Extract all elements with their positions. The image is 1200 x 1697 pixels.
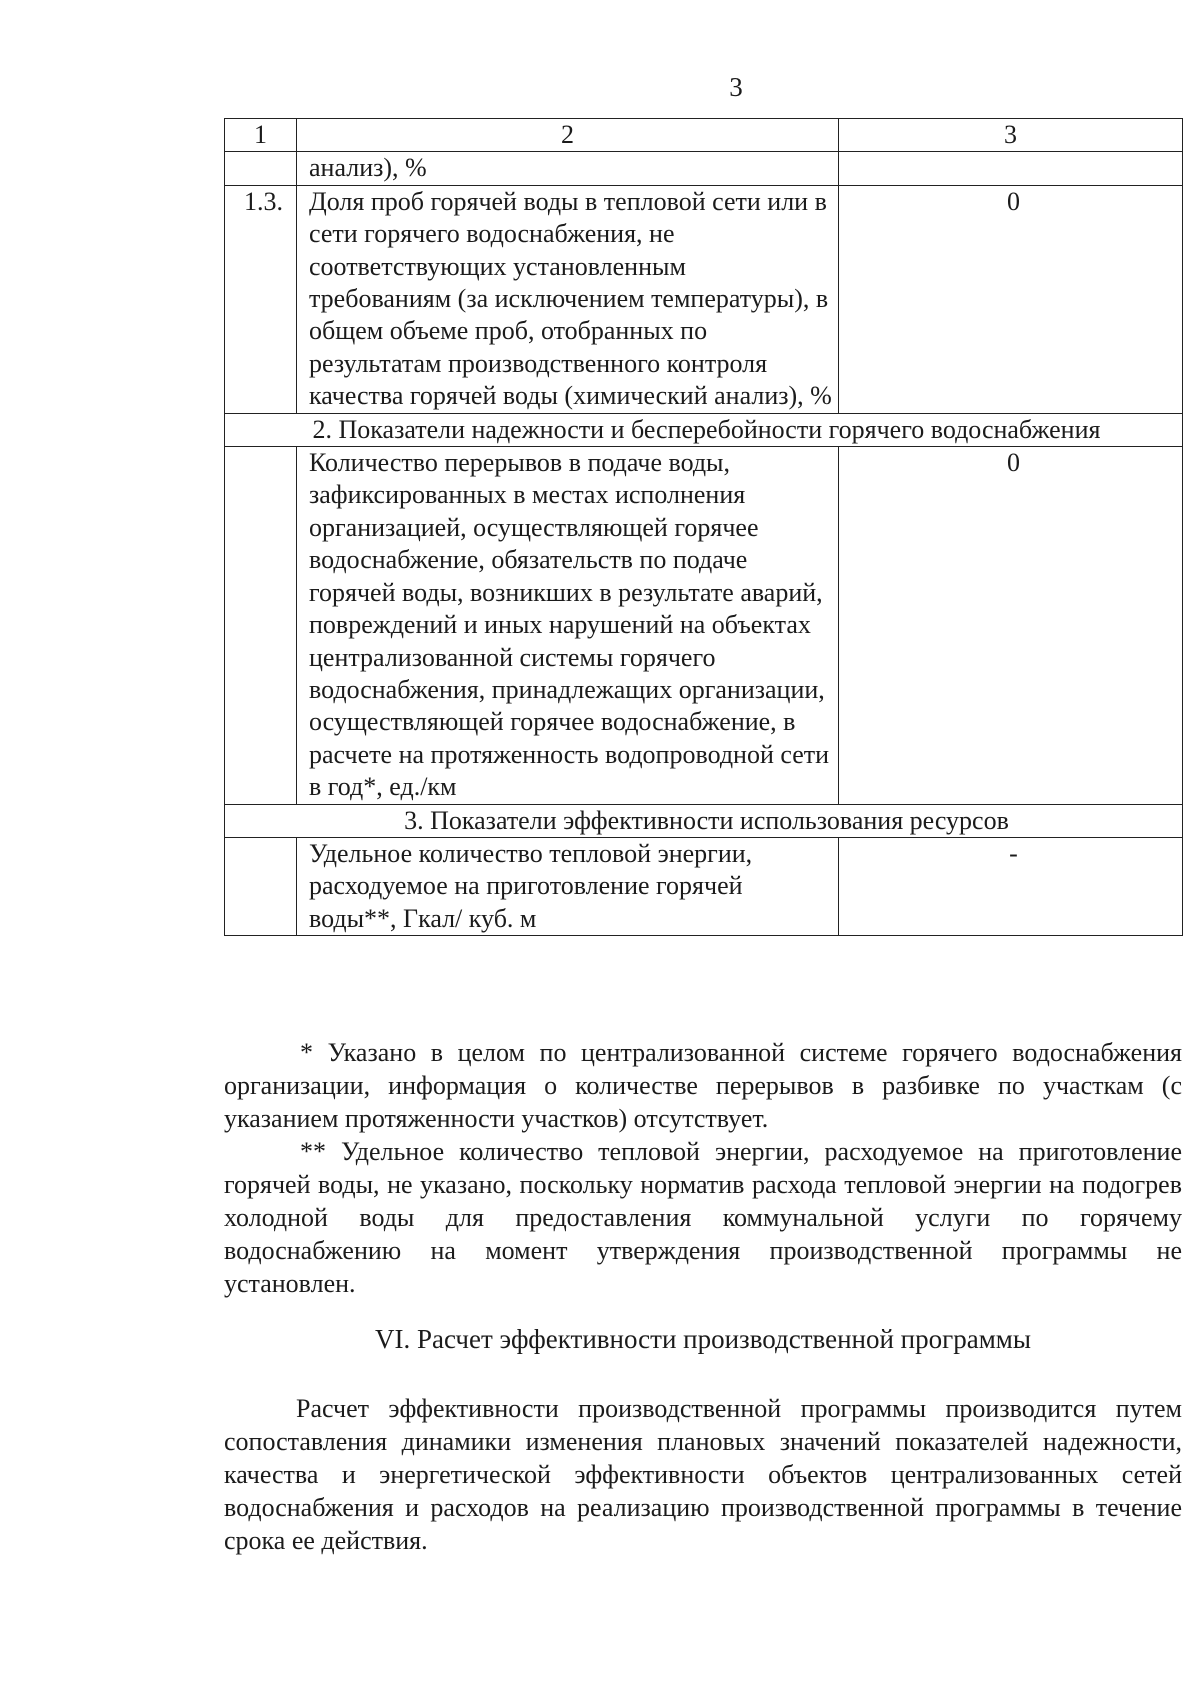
section-6-paragraph: Расчет эффективности производственной программы производится путем сопоставления динамики изменения плановых значений показателей надежности, качества и энергетической эффективности объектов централизованных сетей водоснабжения и расходов на реализацию производственной программы в течение срока ее действия.: [224, 1394, 1182, 1555]
header-cell-3: 3: [839, 119, 1183, 152]
section-title-row: [225, 804, 1183, 837]
row-text: Доля проб горячей воды в тепловой сети или в сети горячего водоснабжения, не соответствующих установленным требованиям (за исключением температуры), в общем объеме проб, отобранных по результатам производственного контроля качества горячей воды (химический анализ), %: [297, 185, 839, 413]
section-title-row: [225, 413, 1183, 446]
row-number: 1.3.: [225, 185, 297, 413]
section-2-title: 2. Показатели надежности и бесперебойности горячего водоснабжения: [225, 413, 1183, 446]
table-header-row: [225, 119, 1183, 152]
footnotes: [224, 1036, 1182, 1300]
section-3-title: 3. Показатели эффективности использования ресурсов: [225, 804, 1183, 837]
header-cell-1: 1: [225, 119, 297, 152]
table-row: [225, 837, 1183, 935]
row-number: [225, 152, 297, 185]
page-number: 3: [729, 72, 743, 102]
indicators-table: [224, 118, 1183, 936]
table-row: [225, 152, 1183, 185]
row-value: [839, 152, 1183, 185]
row-text: анализ), %: [297, 152, 839, 185]
row-number: [225, 447, 297, 804]
footnote-1: * Указано в целом по централизованной системе горячего водоснабжения организации, информация о количестве перерывов в разбивке по участкам (с указанием протяженности участков) отсутствует.: [224, 1038, 1182, 1133]
table-row: [225, 447, 1183, 804]
section-6-heading: VI. Расчет эффективности производственной программы: [374, 1324, 1031, 1354]
table-row: [225, 185, 1183, 413]
row-text: Количество перерывов в подаче воды, зафиксированных в местах исполнения организацией, осуществляющей горячее водоснабжение, обязательств по подаче горячей воды, возникших в результате аварий, повреждений и иных нарушений на объектах централизованной системы горячего водоснабжения, принадлежащих организации, осуществляющей горячее водоснабжение, в расчете на протяженность водопроводной сети в год*, ед./км: [297, 447, 839, 804]
row-text: Удельное количество тепловой энергии, расходуемое на приготовление горячей воды**, Гкал/ куб. м: [297, 837, 839, 935]
row-value: -: [839, 837, 1183, 935]
row-value: 0: [839, 185, 1183, 413]
row-value: 0: [839, 447, 1183, 804]
footnote-2: ** Удельное количество тепловой энергии, расходуемое на приготовление горячей воды, не указано, поскольку норматив расхода тепловой энергии на подогрев холодной воды для предоставления коммунальной услуги по горячему водоснабжению на момент утверждения производственной программы не установлен.: [224, 1137, 1182, 1298]
row-number: [225, 837, 297, 935]
header-cell-2: 2: [297, 119, 839, 152]
